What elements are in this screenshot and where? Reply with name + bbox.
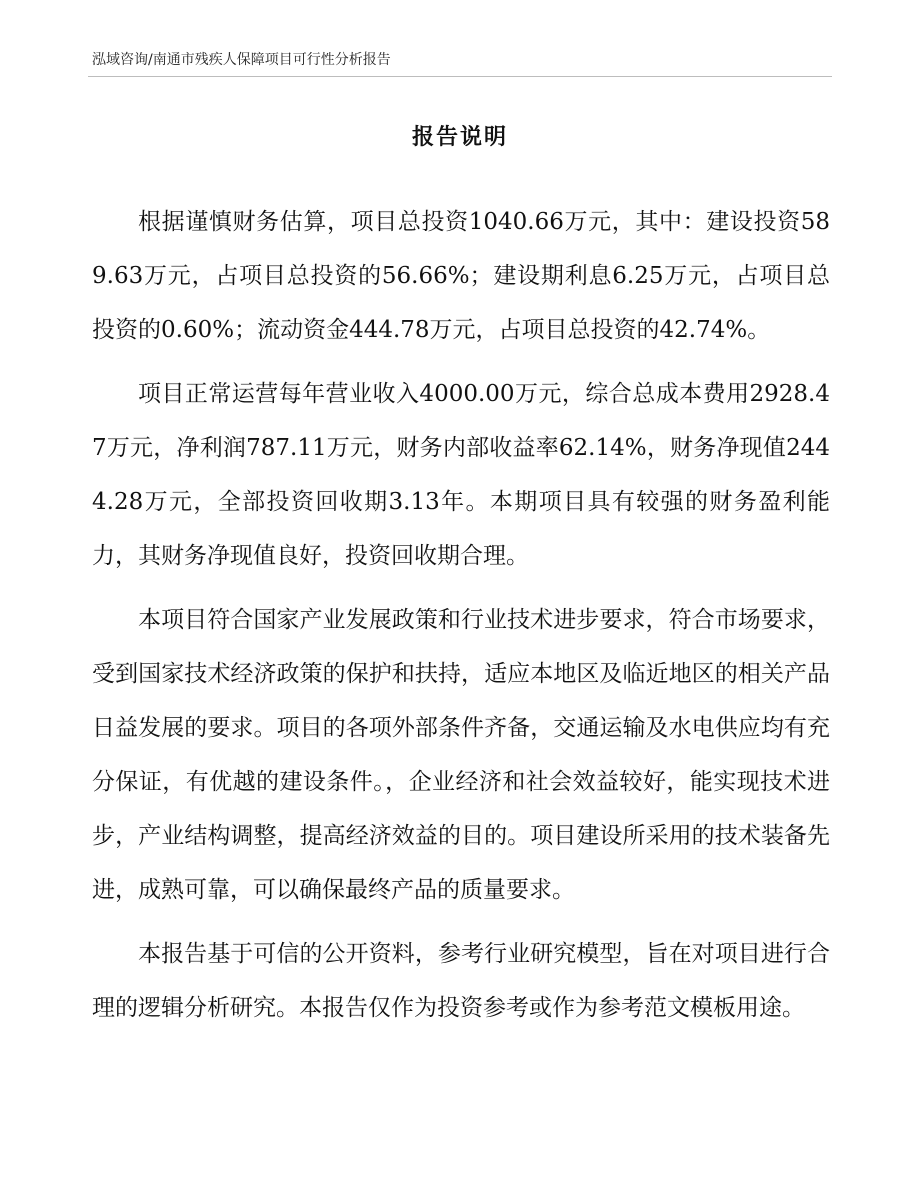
paragraph-disclaimer: 本报告基于可信的公开资料，参考行业研究模型，旨在对项目进行合理的逻辑分析研究。本报告仅作为投资参考或作为参考范文模板用途。 bbox=[92, 941, 830, 1021]
paragraph-financials: 项目正常运营每年营业收入4000.00万元，综合总成本费用2928.47万元，净利润787.11万元，财务内部收益率62.14%，财务净现值2444.28万元，全部投资回收期3.13年。本期项目具有较强的财务盈利能力，其财务净现值良好，投资回收期合理。 bbox=[92, 381, 830, 569]
paragraph-policy: 本项目符合国家产业发展政策和行业技术进步要求，符合市场要求，受到国家技术经济政策的保护和扶持，适应本地区及临近地区的相关产品日益发展的要求。项目的各项外部条件齐备，交通运输及水电供应均有充分保证，有优越的建设条件。，企业经济和社会效益较好，能实现技术进步，产业结构调整，提高经济效益的目的。项目建设所采用的技术装备先进，成熟可靠，可以确保最终产品的质量要求。 bbox=[92, 607, 830, 903]
running-header: 泓域咨询/南通市残疾人保障项目可行性分析报告 bbox=[92, 52, 391, 68]
page-title: 报告说明 bbox=[411, 125, 508, 150]
paragraph-investment: 根据谨慎财务估算，项目总投资1040.66万元，其中：建设投资589.63万元，占项目总投资的56.66%；建设期利息6.25万元，占项目总投资的0.60%；流动资金444.78万元，占项目总投资的42.74%。 bbox=[92, 209, 830, 343]
body-text bbox=[92, 195, 830, 1045]
header-divider bbox=[88, 76, 832, 77]
